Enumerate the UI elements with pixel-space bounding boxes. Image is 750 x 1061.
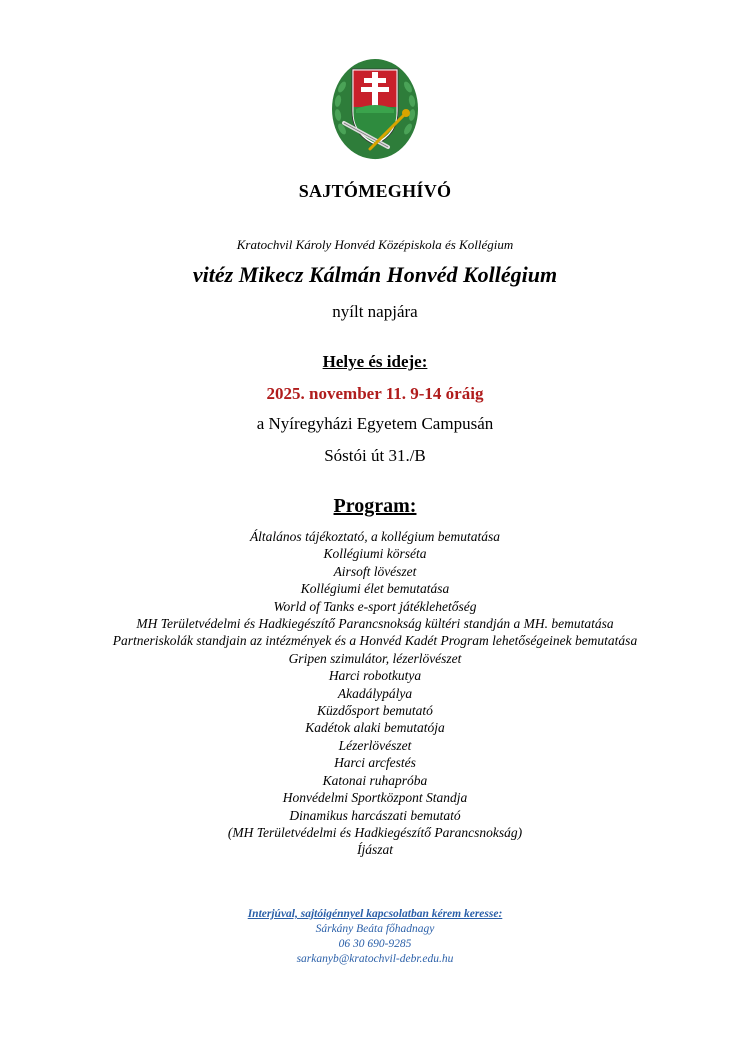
contact-heading[interactable]: Interjúval, sajtóigénnyel kapcsolatban kérem keresse: xyxy=(247,908,503,920)
list-item: Gripen szimulátor, lézerlövészet xyxy=(288,650,462,666)
list-item: Kollégiumi élet bemutatása xyxy=(300,581,450,597)
program-heading: Program: xyxy=(333,495,417,517)
list-item: Harci robotkutya xyxy=(328,668,422,684)
school-name: Kratochvil Károly Honvéd Középiskola és Kollégium xyxy=(236,237,514,252)
contact-phone: 06 30 690-9285 xyxy=(338,938,412,950)
list-item: Íjászat xyxy=(356,842,393,858)
college-name: vitéz Mikecz Kálmán Honvéd Kollégium xyxy=(192,262,558,287)
list-item: Lézerlövészet xyxy=(338,737,412,753)
list-item: Dinamikus harcászati bemutató xyxy=(289,807,461,823)
list-item: Kadétok alaki bemutatója xyxy=(305,720,445,736)
event-venue: a Nyíregyházi Egyetem Campusán xyxy=(256,414,494,433)
list-item: (MH Területvédelmi és Hadkiegészítő Parancsnokság) xyxy=(227,824,523,840)
list-item: MH Területvédelmi és Hadkiegészítő Parancsnokság kültéri standján a MH. bemutatása xyxy=(136,616,614,632)
list-item: Honvédelmi Sportközpont Standja xyxy=(282,790,468,806)
list-item: Katonai ruhapróba xyxy=(322,772,428,788)
contact-name: Sárkány Beáta főhadnagy xyxy=(315,923,435,935)
list-item: Kollégiumi körséta xyxy=(323,546,427,562)
event-address: Sóstói út 31./B xyxy=(324,446,426,465)
list-item: Általános tájékoztató, a kollégium bemutatása xyxy=(249,529,501,544)
list-item: Airsoft lövészet xyxy=(333,563,417,579)
list-item: Akadálypálya xyxy=(337,685,413,701)
list-item: Küzdősport bemutató xyxy=(317,703,433,719)
page-title: SAJTÓMEGHÍVÓ xyxy=(298,181,452,201)
contact-block xyxy=(0,907,750,967)
contact-email[interactable]: sarkanyb@kratochvil-debr.edu.hu xyxy=(296,953,454,965)
event-date: 2025. november 11. 9-14 óráig xyxy=(266,384,484,403)
list-item: World of Tanks e-sport játéklehetőség xyxy=(273,598,477,614)
school-crest-icon xyxy=(330,57,420,165)
event-subtitle: nyílt napjára xyxy=(332,302,418,321)
list-item: Partneriskolák standjain az intézmények és a Honvéd Kadét Program lehetőségeinek bemutatása xyxy=(112,633,638,649)
program-list xyxy=(95,528,655,859)
list-item: Harci arcfestés xyxy=(334,755,416,771)
place-time-label: Helye és ideje: xyxy=(322,352,428,371)
